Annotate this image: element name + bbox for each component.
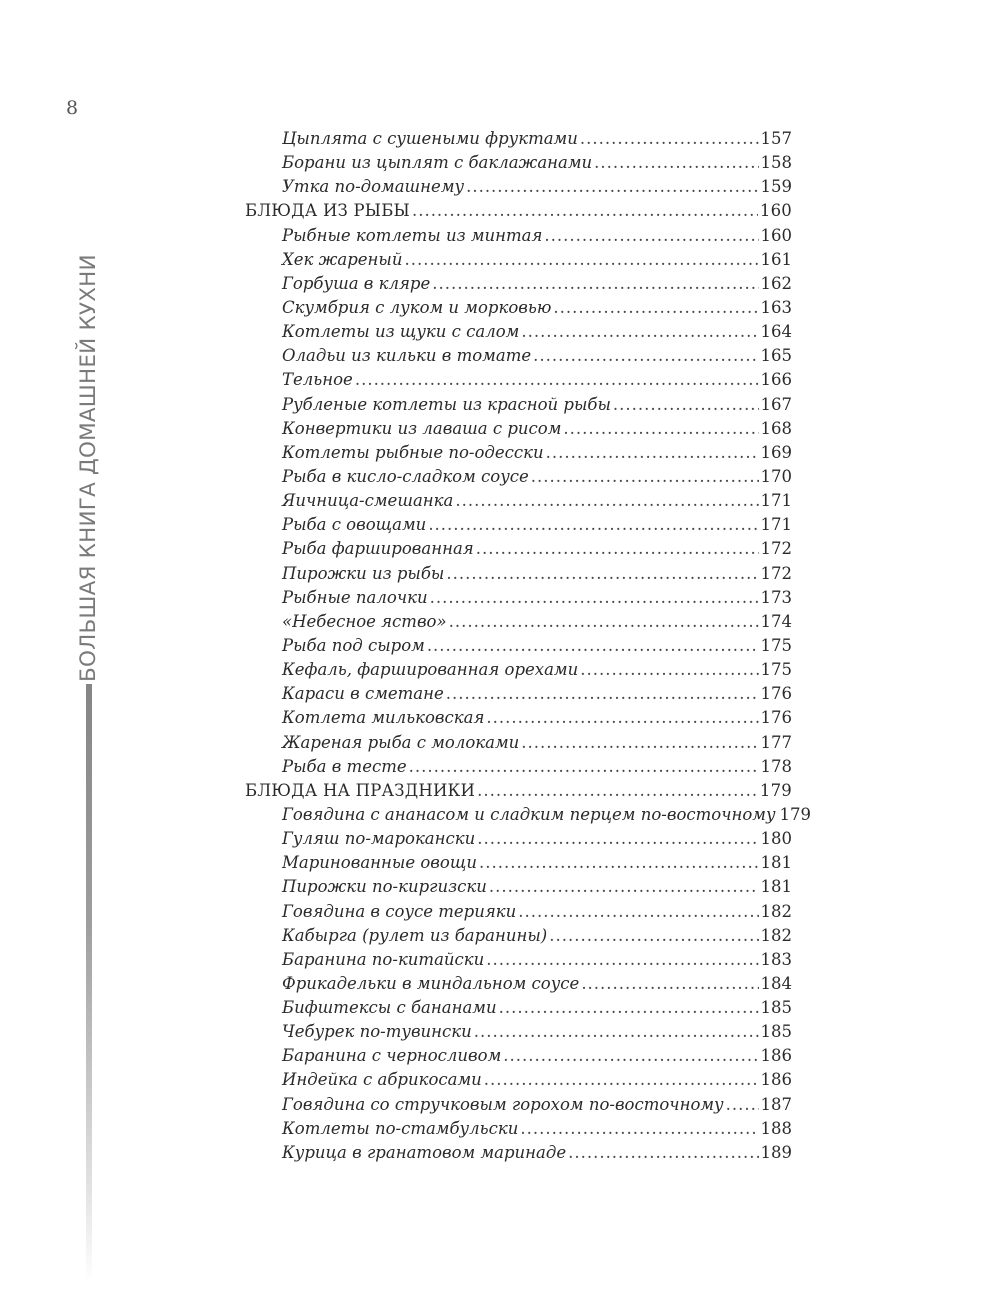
toc-entry-page: 162 bbox=[760, 273, 792, 293]
toc-entry-page: 161 bbox=[760, 249, 792, 269]
toc-entry-page: 157 bbox=[760, 129, 792, 148]
toc-entry-page: 178 bbox=[760, 756, 792, 776]
toc-entry-title: Гуляш по-марокански bbox=[282, 829, 476, 849]
toc-entry[interactable] bbox=[245, 344, 792, 368]
toc-entry-page: 171 bbox=[760, 515, 792, 535]
toc-entry[interactable] bbox=[245, 658, 792, 682]
toc-entry-title: БЛЮДА ИЗ РЫБЫ bbox=[245, 201, 410, 221]
toc-entry-page: 181 bbox=[760, 877, 792, 897]
toc-entry-title: Пирожки из рыбы bbox=[282, 563, 445, 583]
toc-entry-page: 184 bbox=[760, 973, 792, 993]
toc-entry-title: Борани из цыплят с баклажанами bbox=[282, 153, 593, 173]
toc-entry-page: 175 bbox=[760, 635, 792, 655]
toc-entry-title: Бифштексы с бананами bbox=[282, 998, 497, 1018]
dot-leader bbox=[404, 248, 758, 272]
toc-entry[interactable] bbox=[245, 948, 792, 972]
dot-leader bbox=[486, 948, 758, 972]
toc-entry-page: 165 bbox=[760, 346, 792, 366]
dot-leader bbox=[427, 634, 759, 658]
toc-entry-title: Баранина с черносливом bbox=[282, 1046, 502, 1066]
toc-entry-title: Оладьи из кильки в томате bbox=[282, 346, 532, 366]
toc-entry-title: Рыба с овощами bbox=[282, 515, 427, 535]
toc-entry-page: 168 bbox=[760, 418, 792, 438]
toc-entry-title: Конвертики из лаваша с рисом bbox=[282, 418, 562, 438]
dot-leader bbox=[581, 972, 758, 996]
toc-entry[interactable] bbox=[245, 489, 792, 513]
dot-leader bbox=[518, 900, 758, 924]
dot-leader bbox=[580, 658, 758, 682]
toc-entry[interactable] bbox=[245, 465, 792, 489]
toc-entry[interactable] bbox=[245, 272, 792, 296]
toc-entry[interactable] bbox=[245, 924, 792, 948]
dot-leader bbox=[477, 827, 758, 851]
toc-entry-page: 176 bbox=[760, 684, 792, 704]
toc-entry-page: 176 bbox=[760, 708, 792, 728]
dot-leader bbox=[486, 706, 758, 730]
toc-entry-title: Говядина с ананасом и сладким перцем по-восточному bbox=[282, 804, 776, 824]
toc-entry[interactable] bbox=[245, 706, 792, 730]
dot-leader bbox=[563, 417, 758, 441]
toc-entry-title: Фрикадельки в миндальном соусе bbox=[282, 973, 580, 993]
toc-section-heading[interactable] bbox=[245, 199, 792, 223]
toc-entry[interactable] bbox=[245, 900, 792, 924]
toc-entry-title: Скумбрия с луком и морковью bbox=[282, 297, 552, 317]
dot-leader bbox=[546, 441, 759, 465]
dot-leader bbox=[455, 489, 758, 513]
toc-entry-page: 166 bbox=[760, 370, 792, 390]
toc-entry-title: Яичница-смешанка bbox=[282, 491, 454, 511]
toc-entry-page: 186 bbox=[760, 1070, 792, 1090]
toc-entry-title: Жареная рыба с молоками bbox=[282, 732, 520, 752]
dot-leader bbox=[484, 1068, 759, 1092]
toc-entry-page: 181 bbox=[760, 853, 792, 873]
toc-entry-page: 180 bbox=[760, 829, 792, 849]
toc-entry-title: БЛЮДА НА ПРАЗДНИКИ bbox=[245, 780, 476, 800]
toc-entry[interactable] bbox=[245, 1044, 792, 1068]
dot-leader bbox=[544, 224, 758, 248]
dot-leader bbox=[432, 272, 758, 296]
toc-entry-title: Утка по-домашнему bbox=[282, 177, 465, 197]
dot-leader bbox=[355, 368, 759, 392]
toc-entry-page: 173 bbox=[760, 587, 792, 607]
toc-entry[interactable] bbox=[245, 634, 792, 658]
toc-entry-page: 170 bbox=[760, 466, 792, 486]
dot-leader bbox=[474, 1020, 759, 1044]
toc-entry-title: Котлета мильковская bbox=[282, 708, 485, 728]
dot-leader bbox=[613, 393, 759, 417]
toc-entry[interactable] bbox=[245, 562, 792, 586]
toc-entry-title: Цыплята с сушеными фруктами bbox=[282, 129, 578, 148]
toc-entry[interactable] bbox=[245, 682, 792, 706]
toc-entry-page: 185 bbox=[760, 998, 792, 1018]
dot-leader bbox=[489, 875, 759, 899]
toc-entry[interactable] bbox=[245, 441, 792, 465]
dot-leader bbox=[549, 924, 758, 948]
dot-leader bbox=[521, 320, 758, 344]
toc-entry-title: Горбуша в кляре bbox=[282, 273, 431, 293]
toc-entry-page: 182 bbox=[760, 925, 792, 945]
toc-entry-title: Караси в сметане bbox=[282, 684, 444, 704]
toc-entry-title: Курица в гранатовом маринаде bbox=[282, 1142, 567, 1162]
toc-entry-title: «Небесное яство» bbox=[282, 611, 447, 631]
dot-leader bbox=[503, 1044, 758, 1068]
dot-leader bbox=[726, 1093, 759, 1117]
toc-entry[interactable] bbox=[245, 248, 792, 272]
dot-leader bbox=[412, 199, 758, 223]
toc-entry[interactable] bbox=[245, 175, 792, 199]
toc-entry-page: 186 bbox=[760, 1046, 792, 1066]
dot-leader bbox=[446, 682, 759, 706]
dot-leader bbox=[594, 151, 758, 175]
toc-entry[interactable] bbox=[245, 851, 792, 875]
toc-entry-page: 175 bbox=[760, 660, 792, 680]
toc-entry-title: Котлеты по-стамбульски bbox=[282, 1118, 519, 1138]
dot-leader bbox=[580, 127, 759, 151]
toc-entry[interactable] bbox=[245, 875, 792, 899]
toc-entry-page: 179 bbox=[779, 804, 812, 824]
toc-entry-page: 179 bbox=[759, 780, 792, 800]
toc-entry-title: Рыба под сыром bbox=[282, 635, 425, 655]
toc-entry-page: 164 bbox=[760, 322, 792, 342]
dot-leader bbox=[409, 755, 759, 779]
toc-entry[interactable] bbox=[245, 224, 792, 248]
dot-leader bbox=[477, 779, 758, 803]
dot-leader bbox=[531, 465, 759, 489]
toc-entry[interactable] bbox=[245, 996, 792, 1020]
dot-leader bbox=[520, 1117, 758, 1141]
dot-leader bbox=[521, 731, 758, 755]
toc-entry[interactable] bbox=[245, 731, 792, 755]
toc-entry-page: 172 bbox=[760, 539, 792, 559]
toc-entry-title: Пирожки по-киргизски bbox=[282, 877, 487, 897]
toc-entry-page: 172 bbox=[760, 563, 792, 583]
toc-entry[interactable] bbox=[245, 827, 792, 851]
toc-entry-title: Рыба в кисло-сладком соусе bbox=[282, 466, 529, 486]
toc-entry-title: Рыба в тесте bbox=[282, 756, 407, 776]
toc-entry-title: Котлеты рыбные по-одесски bbox=[282, 442, 544, 462]
toc-entry[interactable] bbox=[245, 368, 792, 392]
dot-leader bbox=[449, 610, 759, 634]
toc-entry-title: Рыбные палочки bbox=[282, 587, 428, 607]
toc-entry-title: Рыбные котлеты из минтая bbox=[282, 225, 543, 245]
toc-entry[interactable] bbox=[245, 320, 792, 344]
toc-entry-title: Котлеты из щуки с салом bbox=[282, 322, 520, 342]
toc-entry-page: 185 bbox=[760, 1022, 792, 1042]
toc-entry-page: 187 bbox=[760, 1094, 792, 1114]
toc-entry[interactable] bbox=[245, 755, 792, 779]
toc-entry[interactable] bbox=[245, 1117, 792, 1141]
toc-entry-page: 183 bbox=[760, 949, 792, 969]
running-title: БОЛЬШАЯ КНИГА ДОМАШНЕЙ КУХНИ bbox=[76, 254, 101, 682]
toc-entry-page: 189 bbox=[760, 1142, 792, 1162]
toc-entry-page: 188 bbox=[760, 1118, 792, 1138]
toc-entry[interactable] bbox=[245, 417, 792, 441]
decorative-gradient-bar bbox=[86, 684, 92, 1284]
toc-entry-title: Говядина в соусе терияки bbox=[282, 901, 517, 921]
toc-section-heading[interactable] bbox=[245, 779, 792, 803]
toc-entry[interactable] bbox=[245, 296, 792, 320]
toc-entry-title: Говядина со стручковым горохом по-восточному bbox=[282, 1094, 724, 1114]
toc-entry-page: 160 bbox=[759, 201, 792, 221]
toc-entry[interactable] bbox=[245, 1020, 792, 1044]
toc-entry-title: Тельное bbox=[282, 370, 353, 390]
toc-entry[interactable] bbox=[245, 393, 792, 417]
toc-entry-title: Маринованные овощи bbox=[282, 853, 477, 873]
dot-leader bbox=[568, 1141, 758, 1165]
toc-entry-page: 160 bbox=[760, 225, 792, 245]
toc-entry-title: Хек жареный bbox=[282, 249, 403, 269]
toc-entry-title: Рыба фаршированная bbox=[282, 539, 474, 559]
toc-entry-page: 159 bbox=[760, 177, 792, 197]
toc-entry-page: 158 bbox=[760, 153, 792, 173]
toc-entry[interactable] bbox=[245, 1068, 792, 1092]
toc-entry[interactable] bbox=[245, 803, 812, 827]
dot-leader bbox=[533, 344, 758, 368]
toc-entry-page: 167 bbox=[760, 394, 792, 414]
dot-leader bbox=[499, 996, 759, 1020]
toc-entry[interactable] bbox=[245, 610, 792, 634]
toc-entry-page: 182 bbox=[760, 901, 792, 921]
toc-entry-title: Кабырга (рулет из баранины) bbox=[282, 925, 548, 945]
toc-entry[interactable] bbox=[245, 1141, 792, 1165]
toc-entry-page: 177 bbox=[760, 732, 792, 752]
toc-entry[interactable] bbox=[245, 1093, 792, 1117]
dot-leader bbox=[553, 296, 758, 320]
toc-entry-page: 163 bbox=[760, 297, 792, 317]
toc-entry[interactable] bbox=[245, 513, 792, 537]
toc-entry[interactable] bbox=[245, 151, 792, 175]
page-number: 8 bbox=[66, 97, 79, 119]
toc-entry-title: Чебурек по-тувински bbox=[282, 1022, 472, 1042]
table-of-contents bbox=[245, 127, 812, 1165]
dot-leader bbox=[479, 851, 759, 875]
toc-entry[interactable] bbox=[245, 127, 792, 151]
toc-entry-title: Рубленые котлеты из красной рыбы bbox=[282, 394, 611, 414]
toc-entry-page: 171 bbox=[760, 491, 792, 511]
toc-entry-page: 174 bbox=[760, 611, 792, 631]
toc-entry-title: Индейка с абрикосами bbox=[282, 1070, 482, 1090]
dot-leader bbox=[476, 537, 759, 561]
toc-entry-title: Баранина по-китайски bbox=[282, 949, 485, 969]
toc-entry-title: Кефаль, фаршированная орехами bbox=[282, 660, 579, 680]
toc-entry[interactable] bbox=[245, 537, 792, 561]
dot-leader bbox=[466, 175, 758, 199]
dot-leader bbox=[428, 513, 758, 537]
toc-entry-page: 169 bbox=[760, 442, 792, 462]
dot-leader bbox=[430, 586, 759, 610]
dot-leader bbox=[446, 562, 758, 586]
toc-entry[interactable] bbox=[245, 972, 792, 996]
toc-entry[interactable] bbox=[245, 586, 792, 610]
